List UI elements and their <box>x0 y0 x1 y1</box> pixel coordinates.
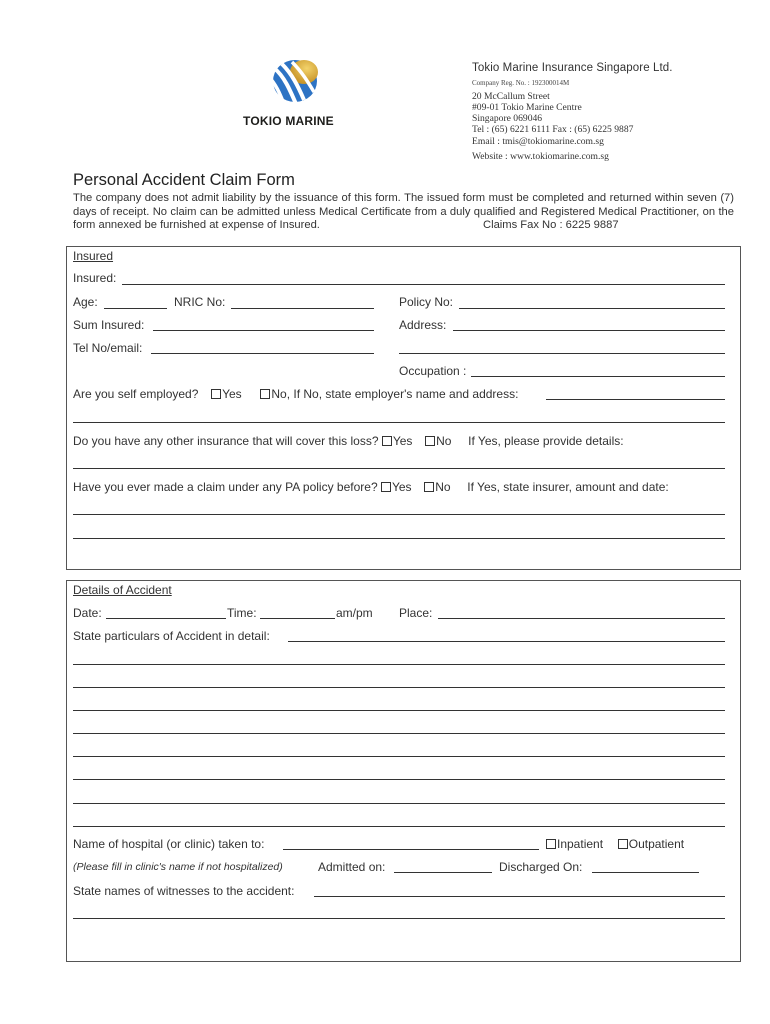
admitted-field[interactable] <box>394 872 492 873</box>
prior-claim-field-1[interactable] <box>73 514 725 515</box>
address-line-2: #09-01 Tokio Marine Centre <box>472 102 582 113</box>
clinic-note: (Please fill in clinic's name if not hospitalized) <box>73 861 283 873</box>
logo-wordmark: TOKIO MARINE <box>243 114 334 128</box>
prior-claim-yes-checkbox[interactable] <box>381 482 391 492</box>
tokio-marine-logo-icon <box>262 56 322 110</box>
other-insurance-no-checkbox[interactable] <box>425 436 435 446</box>
prior-claim-label: Have you ever made a claim under any PA policy before? <box>73 480 378 494</box>
address-field-1[interactable] <box>453 330 725 331</box>
address-line-1: 20 McCallum Street <box>472 91 550 102</box>
address-field-2[interactable] <box>399 353 725 354</box>
email: Email : tmis@tokiomarine.com.sg <box>472 136 604 147</box>
self-employed-question <box>73 387 518 401</box>
prior-claim-question <box>73 480 669 494</box>
particulars-label: State particulars of Accident in detail: <box>73 629 270 643</box>
nric-field[interactable] <box>231 308 374 309</box>
form-title: Personal Accident Claim Form <box>73 171 295 189</box>
prior-claim-yes-label: Yes <box>391 480 412 494</box>
prior-claim-no-checkbox[interactable] <box>424 482 434 492</box>
policy-field[interactable] <box>459 308 725 309</box>
tel-email-field[interactable] <box>151 353 374 354</box>
occupation-label: Occupation : <box>399 364 467 378</box>
witnesses-field-1[interactable] <box>314 896 725 897</box>
particulars-field-2[interactable] <box>73 664 725 665</box>
other-insurance-field[interactable] <box>73 468 725 469</box>
other-insurance-details-label: If Yes, please provide details: <box>468 434 624 448</box>
inpatient-label: Inpatient <box>557 837 604 851</box>
company-reg-no: Company Reg. No. : 192300014M <box>472 79 570 87</box>
ampm-label: am/pm <box>336 606 373 620</box>
inpatient-checkbox[interactable] <box>546 839 556 849</box>
particulars-field-1[interactable] <box>288 641 725 642</box>
witnesses-label: State names of witnesses to the accident: <box>73 884 295 898</box>
sum-insured-field[interactable] <box>153 330 374 331</box>
other-insurance-yes-label: Yes <box>392 434 413 448</box>
employer-field-1[interactable] <box>546 399 725 400</box>
date-label: Date: <box>73 606 102 620</box>
website: Website : www.tokiomarine.com.sg <box>472 151 609 162</box>
address-line-3: Singapore 069046 <box>472 113 543 124</box>
particulars-field-5[interactable] <box>73 733 725 734</box>
discharged-field[interactable] <box>592 872 699 873</box>
sum-insured-label: Sum Insured: <box>73 318 145 332</box>
prior-claim-details-label: If Yes, state insurer, amount and date: <box>467 480 669 494</box>
self-employed-label: Are you self employed? <box>73 387 199 401</box>
other-insurance-no-label: No <box>436 434 452 448</box>
insured-heading: Insured <box>73 249 114 263</box>
claims-fax: Claims Fax No : 6225 9887 <box>483 219 619 231</box>
patient-type <box>546 837 684 851</box>
employer-field-2[interactable] <box>73 422 725 423</box>
place-field[interactable] <box>438 618 725 619</box>
occupation-field[interactable] <box>471 376 725 377</box>
tel-email-label: Tel No/email: <box>73 341 143 355</box>
age-field[interactable] <box>104 308 167 309</box>
hospital-label: Name of hospital (or clinic) taken to: <box>73 837 265 851</box>
particulars-field-7[interactable] <box>73 779 725 780</box>
self-employed-no-checkbox[interactable] <box>260 389 270 399</box>
witnesses-field-2[interactable] <box>73 918 725 919</box>
form-intro <box>73 192 734 233</box>
other-insurance-label: Do you have any other insurance that will cover this loss? <box>73 434 379 448</box>
intro-text: The company does not admit liability by the issuance of this form. The issued form must be completed and returned within seven (7) days of receipt. No claim can be admitted unless Medical Certificate from a duly qualified and Registered Medical Practitioner, on the form annexed be furnished at expense of Insured. <box>73 192 734 231</box>
date-field[interactable] <box>106 618 226 619</box>
self-employed-yes-label: Yes <box>222 387 242 401</box>
policy-label: Policy No: <box>399 295 454 309</box>
particulars-field-3[interactable] <box>73 687 725 688</box>
particulars-field-4[interactable] <box>73 710 725 711</box>
outpatient-checkbox[interactable] <box>618 839 628 849</box>
company-name: Tokio Marine Insurance Singapore Ltd. <box>472 62 673 74</box>
hospital-field[interactable] <box>283 849 539 850</box>
place-label: Place: <box>399 606 433 620</box>
time-label: Time: <box>227 606 257 620</box>
particulars-field-6[interactable] <box>73 756 725 757</box>
other-insurance-yes-checkbox[interactable] <box>382 436 392 446</box>
prior-claim-field-2[interactable] <box>73 538 725 539</box>
particulars-field-8[interactable] <box>73 803 725 804</box>
other-insurance-question <box>73 434 624 448</box>
age-label: Age: <box>73 295 98 309</box>
self-employed-no-label: No, If No, state employer's name and address: <box>271 387 519 401</box>
self-employed-yes-checkbox[interactable] <box>211 389 221 399</box>
admitted-label: Admitted on: <box>318 860 386 874</box>
company-logo <box>262 56 322 110</box>
nric-label: NRIC No: <box>174 295 226 309</box>
discharged-label: Discharged On: <box>499 860 583 874</box>
insured-field[interactable] <box>122 284 725 285</box>
prior-claim-no-label: No <box>435 480 451 494</box>
address-label: Address: <box>399 318 447 332</box>
insured-label: Insured: <box>73 271 117 285</box>
accident-heading: Details of Accident <box>73 583 172 597</box>
tel-fax: Tel : (65) 6221 6111 Fax : (65) 6225 9887 <box>472 124 634 135</box>
particulars-field-9[interactable] <box>73 826 725 827</box>
outpatient-label: Outpatient <box>628 837 685 851</box>
